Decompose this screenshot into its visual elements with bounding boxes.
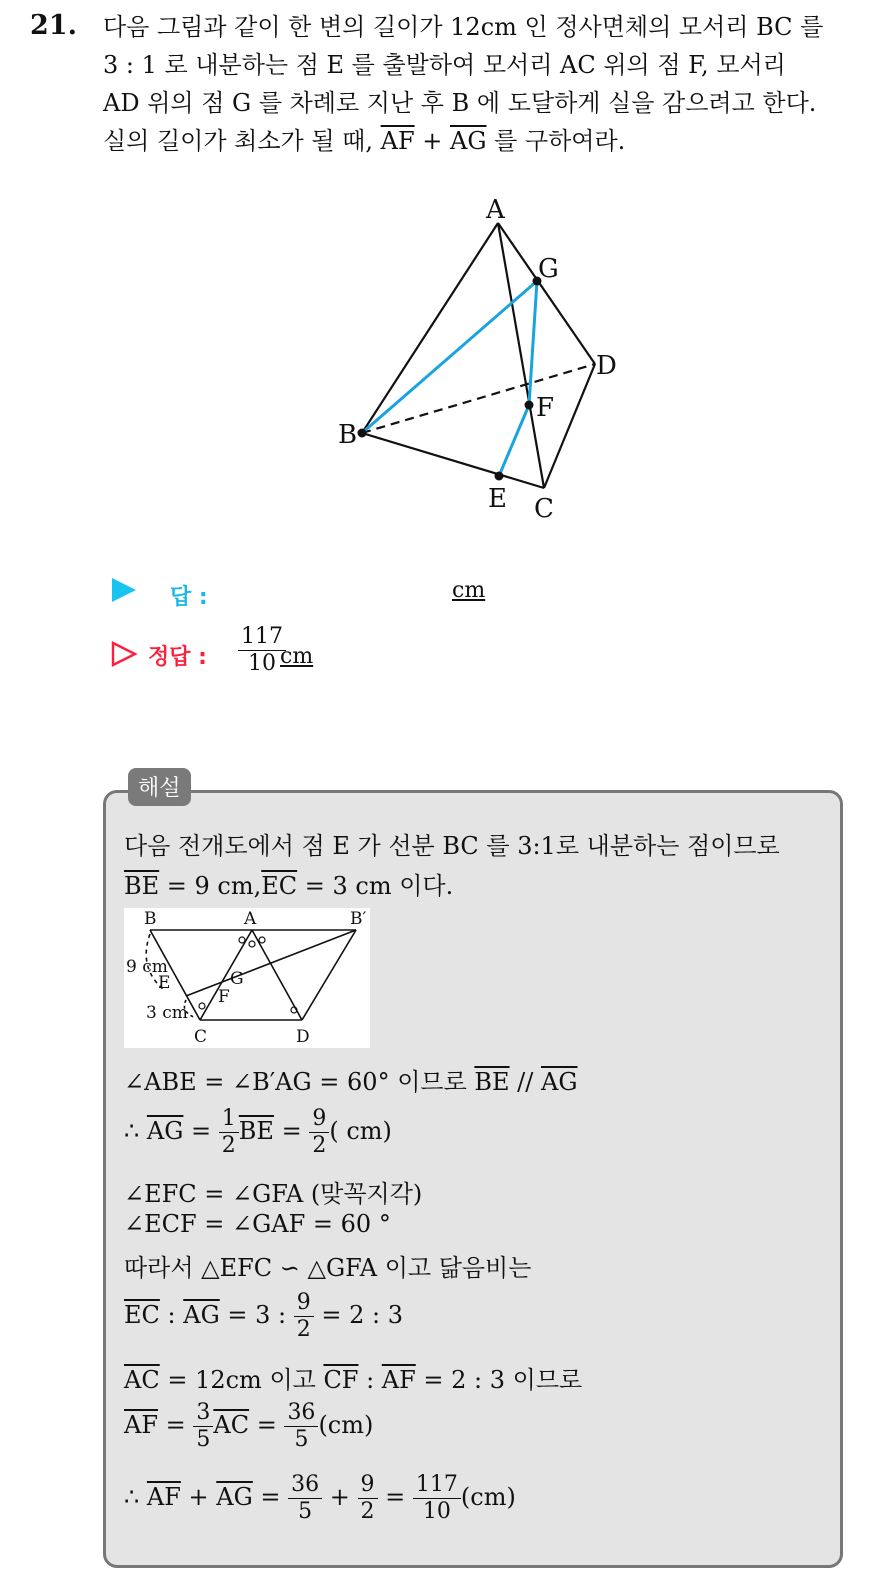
segment-af: $\overline{AF}$ <box>124 1411 158 1439</box>
solution-line-4 <box>124 1106 392 1159</box>
fraction-numerator: 3 <box>193 1400 213 1427</box>
text: : <box>358 1366 382 1394</box>
solution-line-3 <box>124 1062 578 1097</box>
label-c: C <box>534 494 554 524</box>
segment-ac: $\overline{AC}$ <box>124 1366 160 1394</box>
segment-af: $\overline{AF}$ <box>146 1483 181 1511</box>
text: = 9 cm, <box>159 872 262 900</box>
thread-gf <box>529 281 537 405</box>
fraction <box>358 1472 378 1525</box>
fraction-denominator: 5 <box>294 1427 309 1452</box>
edge-bd-hidden <box>362 364 595 433</box>
fraction-denominator: 5 <box>196 1427 211 1452</box>
fraction-denominator: 2 <box>312 1133 327 1158</box>
answer-label: 답 : <box>170 585 208 610</box>
fraction <box>288 1472 322 1525</box>
segment-ag: $\overline{AG}$ <box>146 1117 184 1145</box>
problem-line-3: AD 위의 점 G 를 차례로 지난 후 B 에 도달하게 실을 감으려고 한다. <box>103 89 817 117</box>
fraction <box>219 1106 239 1159</box>
angle-mark <box>249 941 255 947</box>
fraction <box>284 1400 318 1453</box>
point-e <box>495 472 504 481</box>
net-label-b: B <box>144 909 157 929</box>
fraction-denominator: 5 <box>298 1499 313 1524</box>
parallel-sign: // <box>509 1068 541 1096</box>
fraction <box>309 1106 329 1159</box>
text: = 3 : <box>219 1301 294 1329</box>
label-f: F <box>536 393 555 423</box>
segment-be: $\overline{BE}$ <box>238 1117 274 1145</box>
solution-line-1: 다음 전개도에서 점 E 가 선분 BC 를 3:1로 내분하는 점이므로 <box>124 832 780 860</box>
problem-line-2: 3 : 1 로 내분하는 점 E 를 출발하여 모서리 AC 위의 점 F, 모서리 <box>103 51 786 79</box>
problem-line-4-end: 를 구하여라. <box>486 127 626 155</box>
edge-bc <box>362 433 544 488</box>
solution-line-8 <box>124 1290 403 1343</box>
problem-number: 21. <box>30 10 77 41</box>
net-label-a: A <box>244 909 257 929</box>
fraction <box>294 1290 314 1343</box>
play-outline-icon <box>110 640 138 668</box>
edge-cd <box>544 364 595 488</box>
label-g: G <box>538 254 559 284</box>
fraction-numerator: 1 <box>219 1106 239 1133</box>
net-label-nine: 9 cm <box>126 957 168 977</box>
net-label-g: G <box>230 969 244 989</box>
fraction-numerator: 36 <box>284 1400 318 1427</box>
fraction-numerator: 9 <box>294 1290 314 1317</box>
fraction-numerator: 9 <box>309 1106 329 1133</box>
correct-answer-fraction <box>238 624 286 677</box>
label-a: A <box>486 195 505 225</box>
angle-mark <box>259 937 265 943</box>
answer-row <box>108 574 528 610</box>
label-d: D <box>596 351 617 381</box>
fraction <box>413 1472 461 1525</box>
net-label-c: C <box>194 1027 208 1047</box>
plus-sign: + <box>180 1483 217 1511</box>
text: = 3 cm 이다. <box>297 872 454 900</box>
text: = <box>249 1411 285 1439</box>
plus-sign: + <box>414 127 450 155</box>
text: = <box>377 1483 413 1511</box>
fraction <box>193 1400 213 1453</box>
label-b: B <box>338 420 358 450</box>
unit: ( cm) <box>329 1117 392 1145</box>
point-b <box>358 429 367 438</box>
solution-line-9 <box>124 1360 582 1395</box>
problem-line-1: 다음 그림과 같이 한 변의 길이가 12cm 인 정사면체의 모서리 BC 를 <box>103 13 824 41</box>
segment-be: $\overline{BE}$ <box>124 872 160 900</box>
plus-sign: + <box>322 1483 358 1511</box>
edge-ad <box>498 223 595 364</box>
problem-line-4 <box>103 122 863 160</box>
play-filled-icon <box>110 576 138 604</box>
segment-ag: $\overline{AG}$ <box>216 1483 253 1511</box>
solution-line-11 <box>124 1472 516 1525</box>
correct-answer-label: 정답 : <box>148 645 207 670</box>
correct-answer-unit: cm <box>280 644 314 669</box>
solution-tag: 해설 <box>128 768 191 806</box>
segment-be: $\overline{BE}$ <box>474 1068 510 1096</box>
text: = <box>273 1117 310 1145</box>
segment-ag: $\overline{AG}$ <box>183 1301 220 1329</box>
segment-ec: $\overline{EC}$ <box>124 1301 160 1329</box>
fraction-numerator: 9 <box>358 1472 378 1499</box>
segment-ec: $\overline{EC}$ <box>261 872 298 900</box>
text: : <box>159 1301 184 1329</box>
edge-ab <box>362 223 498 433</box>
net-line-eb <box>186 930 356 996</box>
unit: (cm) <box>460 1483 516 1511</box>
fraction-denominator: 2 <box>221 1133 236 1158</box>
angle-mark <box>239 937 245 943</box>
text: = 12cm 이고 <box>159 1366 324 1394</box>
net-label-bp: B′ <box>350 909 367 929</box>
text: = 2 : 3 <box>313 1301 403 1329</box>
fraction-denominator: 2 <box>296 1317 311 1342</box>
net-label-f: F <box>218 987 230 1007</box>
therefore-sign: ∴ <box>124 1117 147 1145</box>
fraction-numerator: 117 <box>413 1472 461 1499</box>
angle-mark <box>199 1003 205 1009</box>
solution-line-2 <box>124 866 453 901</box>
segment-af: $\overline{AF}$ <box>380 127 415 155</box>
text: = <box>157 1411 194 1439</box>
fraction-denominator: 2 <box>360 1499 375 1524</box>
net-label-three: 3 cm <box>146 1003 188 1023</box>
solution-line-5: ∠EFC = ∠GFA (맞꼭지각) <box>124 1180 423 1208</box>
segment-cf: $\overline{CF}$ <box>323 1366 359 1394</box>
segment-ac: $\overline{AC}$ <box>213 1411 250 1439</box>
text: = 2 : 3 이므로 <box>415 1366 583 1394</box>
label-e: E <box>488 484 507 514</box>
problem-line-4-text: 실의 길이가 최소가 될 때, <box>103 127 373 155</box>
thread-fe <box>499 405 529 476</box>
net-label-e: E <box>158 973 171 993</box>
solution-line-7: 따라서 △EFC ∽ △GFA 이고 닮음비는 <box>124 1254 532 1282</box>
segment-ag: $\overline{AG}$ <box>449 127 487 155</box>
thread-bg <box>362 281 537 433</box>
text: = <box>183 1117 219 1145</box>
correct-answer-row <box>108 624 408 688</box>
fraction-denominator: 10 <box>422 1499 451 1524</box>
segment-af: $\overline{AF}$ <box>381 1366 416 1394</box>
fraction-denominator: 10 <box>248 651 276 676</box>
fraction-numerator: 117 <box>238 624 286 651</box>
net-figure <box>124 908 370 1048</box>
fraction-numerator: 36 <box>288 1472 322 1499</box>
unit: (cm) <box>318 1411 374 1439</box>
net-label-d: D <box>296 1027 310 1047</box>
segment-ag: $\overline{AG}$ <box>540 1068 578 1096</box>
problem-text <box>103 8 863 160</box>
text: = <box>252 1483 289 1511</box>
answer-unit: cm <box>452 578 486 603</box>
tetrahedron-figure <box>330 186 650 526</box>
text: ∠ABE = ∠B′AG = 60° 이므로 <box>124 1068 475 1096</box>
point-f <box>525 401 534 410</box>
therefore-sign: ∴ <box>124 1483 147 1511</box>
net-line-bpd <box>302 930 356 1020</box>
solution-line-6: ∠ECF = ∠GAF = 60 ° <box>124 1210 391 1238</box>
solution-line-10 <box>124 1400 373 1453</box>
